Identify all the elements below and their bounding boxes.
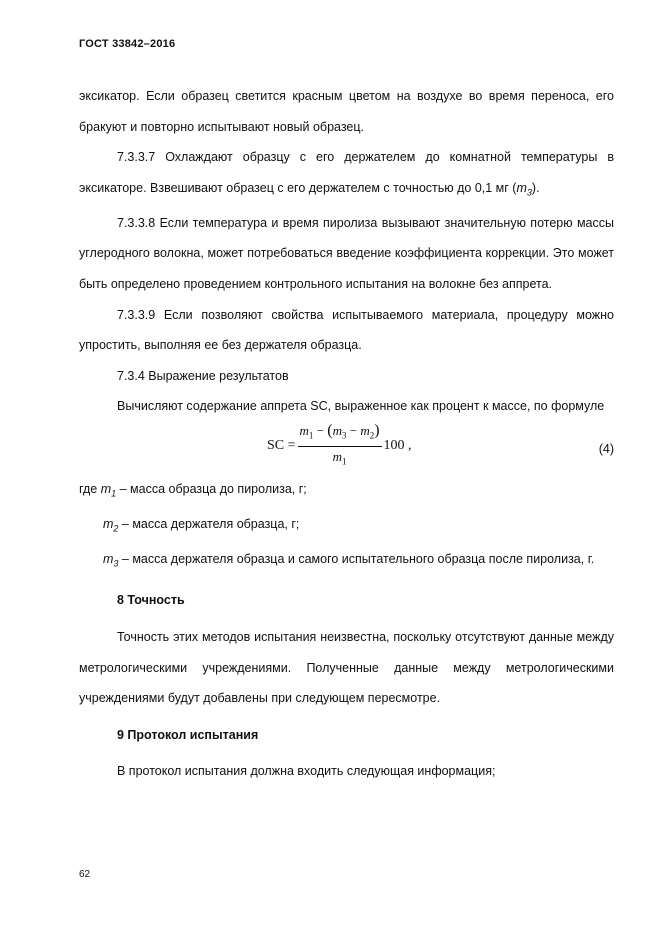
page-number: 62 [79,869,91,880]
formula-expression [267,421,412,468]
paragraph-7-3-3-8: 7.3.3.8 Если температура и время пиролиза вызывают значительную потерю массы углеродного волокна, может потребоваться введение коэффициента коррекции. Это может быть определено проведением контрольного испытания на волокне без аппрета. [79,215,614,292]
section-8-title: 8 Точность [117,593,185,608]
formula-4 [79,421,614,470]
definition-m1: где $m_1$ – масса образца до пиролиза, г; [79,482,307,499]
formula-lhs: SC = [267,437,296,453]
paragraph-formula-intro: Вычисляют содержание аппрета SC, выраженное как процент к массе, по формуле [117,399,605,414]
page-content [79,81,614,787]
formula-fraction [298,423,382,469]
subsection-7-3-4-title: 7.3.4 Выражение результатов [117,368,289,383]
section-9-body: В протокол испытания должна входить следующая информация; [117,764,496,779]
section-9-title: 9 Протокол испытания [117,727,259,742]
formula-numerator: $m_1 - (m_3 - m_2)$ [298,423,382,447]
definition-m3: $m_3$ – масса держателя образца и самого испытательного образца после пиролиза, г. [103,552,595,569]
equation-number: (4) [598,442,614,457]
paragraph-7-3-3-7: 7.3.3.7 Охлаждают образцу с его держателем до комнатной температуры в эксикаторе. Взвешивают образец с его держателем с точностью до 0,1 мг $(m_3)$. [79,150,614,198]
section-8-body: Точность этих методов испытания неизвестна, поскольку отсутствуют данные между метрологическими учреждениями. Полученные данные между метрологическими учреждениями будут добавлены при следующем пересмотре. [79,629,614,706]
document-header-code: ГОСТ 33842–2016 [79,38,176,50]
paragraph-continuation: эксикатор. Если образец светится красным цветом на воздухе во время переноса, его бракуют и повторно испытывают новый образец. [79,89,614,134]
variable-m3: $m_3$ [516,180,532,198]
paragraph-7-3-3-9: 7.3.3.9 Если позволяют свойства испытываемого материала, процедуру можно упростить, выполняя ее без держателя образца. [79,307,614,353]
paragraph-7-3-3-7-text: 7.3.3.7 Охлаждают образцу с его держателем до комнатной температуры в эксикаторе. Взвешивают образец с его держателем с точностью до 0,1 мг ( [79,150,614,195]
formula-multiplier: 100 , [383,437,412,453]
definition-m2: $m_2$ – масса держателя образца, г; [103,517,300,534]
formula-denominator: $m_1$ [332,448,347,467]
